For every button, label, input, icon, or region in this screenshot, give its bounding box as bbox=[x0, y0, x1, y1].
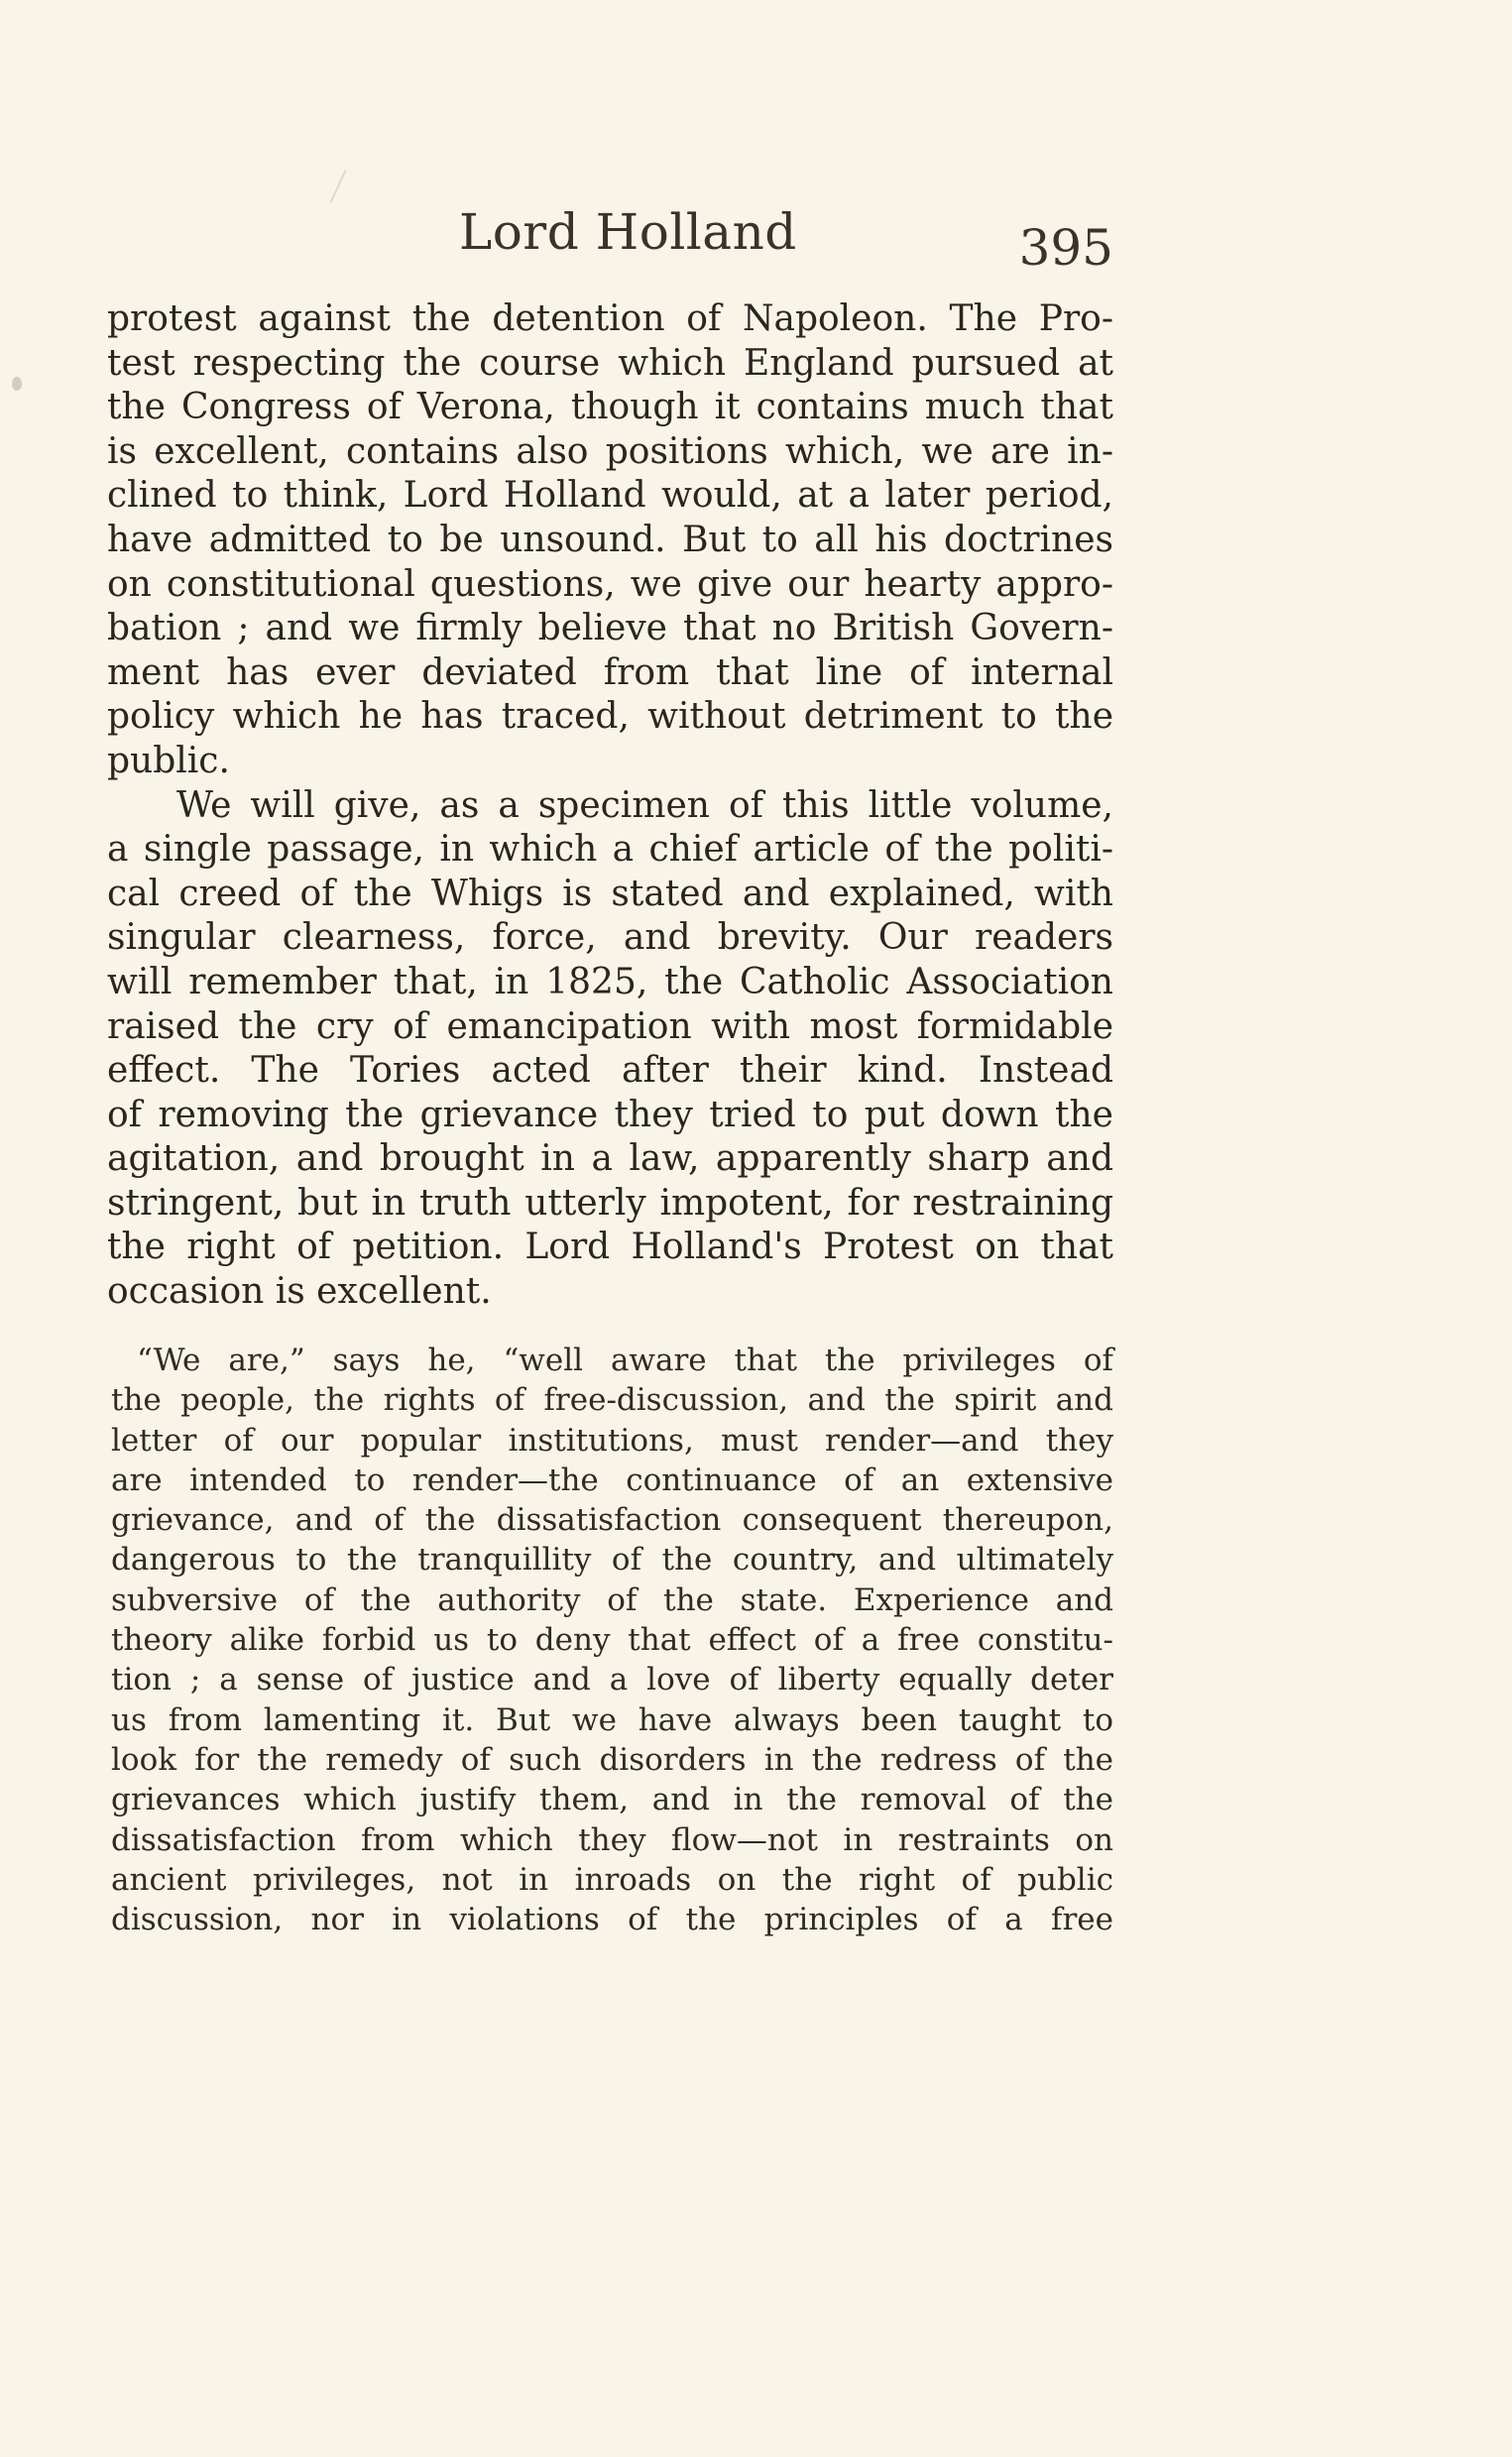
text-line: stringent, but in truth utterly impotent, for restraining bbox=[107, 1182, 1113, 1224]
quote-line: “We are,” says he, “well aware that the privileges of bbox=[137, 1343, 1113, 1378]
text-line: singular clearness, force, and brevity. Our readers bbox=[107, 917, 1113, 959]
quote-line: discussion, nor in violations of the principles of a free bbox=[111, 1902, 1113, 1938]
ink-spot bbox=[12, 377, 22, 391]
text-line: on constitutional questions, we give our hearty appro- bbox=[107, 563, 1113, 605]
text-line: will remember that, in 1825, the Catholic Association bbox=[107, 961, 1113, 1002]
paragraph-1 bbox=[107, 297, 1113, 784]
text-line: policy which he has traced, without detriment to the bbox=[107, 696, 1113, 738]
quote-line: tion ; a sense of justice and a love of liberty equally deter bbox=[111, 1662, 1113, 1698]
quote-line: dissatisfaction from which they flow—not in restraints on bbox=[111, 1821, 1113, 1858]
block-quotation bbox=[111, 1341, 1113, 1939]
text-line: effect. The Tories acted after their kind. Instead bbox=[107, 1050, 1113, 1092]
running-title: Lord Holland bbox=[459, 203, 797, 261]
text-line: is excellent, contains also positions which, we are in- bbox=[107, 430, 1113, 472]
quote-line: subversive of the authority of the state. Experience and bbox=[111, 1581, 1113, 1618]
text-line: test respecting the course which England pursued at bbox=[107, 342, 1113, 384]
text-line: the right of petition. Lord Holland's Protest on that bbox=[107, 1227, 1113, 1268]
quote-line: dangerous to the tranquillity of the country, and ultimately bbox=[111, 1542, 1113, 1579]
text-line: of removing the grievance they tried to put down the bbox=[107, 1094, 1113, 1135]
text-line: a single passage, in which a chief article of the politi- bbox=[107, 829, 1113, 871]
text-line: public. bbox=[107, 740, 230, 781]
text-line: the Congress of Verona, though it contains much that bbox=[107, 387, 1113, 428]
quote-line: look for the remedy of such disorders in the redress of the bbox=[111, 1741, 1113, 1778]
text-line: occasion is excellent. bbox=[107, 1271, 492, 1313]
page-number: 395 bbox=[1018, 219, 1113, 277]
quote-line: grievance, and of the dissatisfaction consequent thereupon, bbox=[111, 1502, 1113, 1539]
text-line: ment has ever deviated from that line of internal bbox=[107, 651, 1113, 693]
quote-line: grievances which justify them, and in the removal of the bbox=[111, 1782, 1113, 1818]
text-line: have admitted to be unsound. But to all his doctrines bbox=[107, 519, 1113, 560]
quote-line: theory alike forbid us to deny that effect of a free constitu- bbox=[111, 1622, 1113, 1659]
page-header bbox=[107, 203, 1113, 277]
pencil-mark bbox=[329, 170, 346, 202]
text-line: protest against the detention of Napoleon. The Pro- bbox=[107, 298, 1113, 339]
text-line: We will give, as a specimen of this little volume, bbox=[176, 784, 1113, 826]
paragraph-2 bbox=[107, 784, 1113, 1315]
quote-line: the people, the rights of free-discussion, and the spirit and bbox=[111, 1382, 1113, 1419]
quote-line: letter of our popular institutions, must render—and they bbox=[111, 1422, 1113, 1459]
text-line: raised the cry of emancipation with most formidable bbox=[107, 1005, 1113, 1047]
quote-line: us from lamenting it. But we have always been taught to bbox=[111, 1701, 1113, 1738]
text-line: agitation, and brought in a law, apparently sharp and bbox=[107, 1138, 1113, 1180]
text-line: bation ; and we firmly believe that no British Govern- bbox=[107, 608, 1113, 649]
quote-line: ancient privileges, not in inroads on the right of public bbox=[111, 1861, 1113, 1898]
text-line: cal creed of the Whigs is stated and explained, with bbox=[107, 873, 1113, 914]
text-line: clined to think, Lord Holland would, at a later period, bbox=[107, 475, 1113, 517]
body-text bbox=[107, 297, 1113, 1315]
quote-line: are intended to render—the continuance of an extensive bbox=[111, 1462, 1113, 1498]
